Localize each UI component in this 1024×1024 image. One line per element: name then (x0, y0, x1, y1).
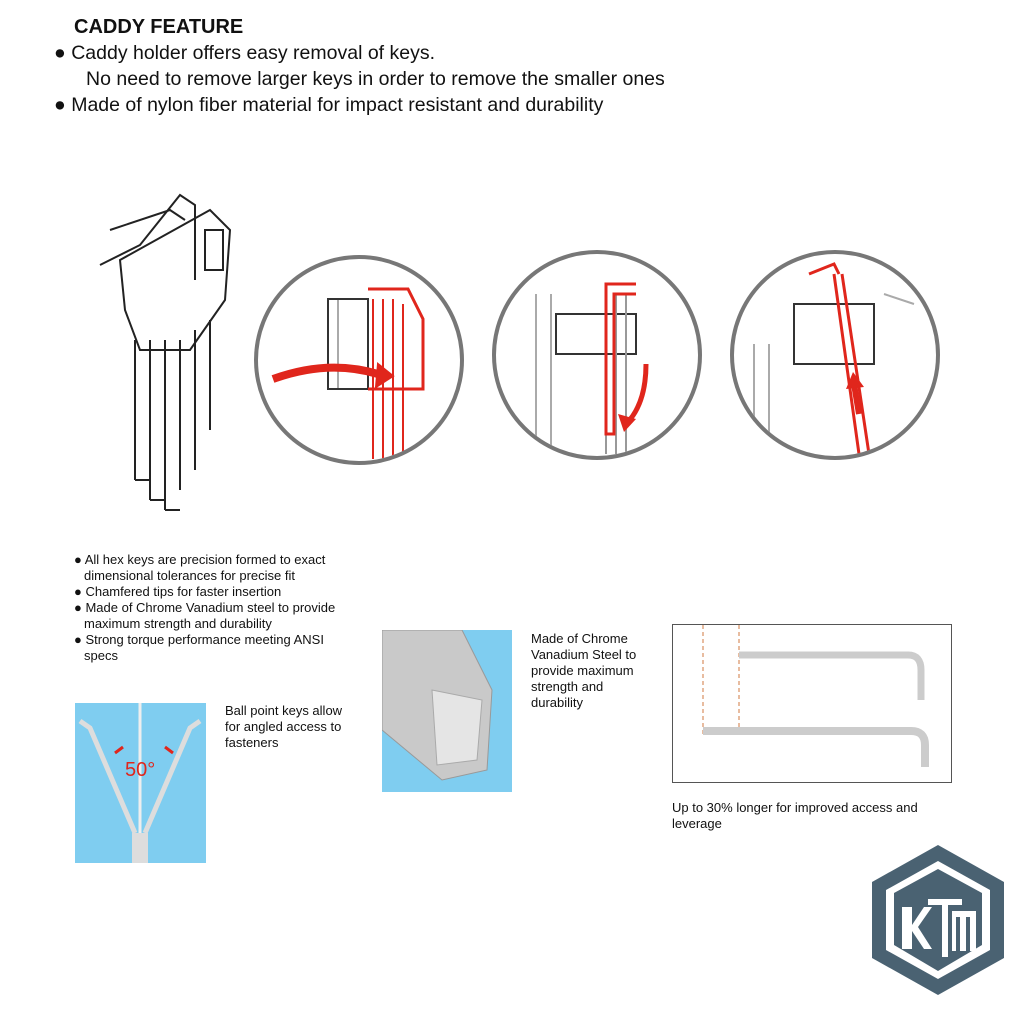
ktm-logo (872, 845, 1004, 995)
hex-key-set-illustration (80, 190, 250, 520)
caddy-bullet-1: ● Caddy holder offers easy removal of keys. (54, 42, 436, 64)
features-list (74, 552, 374, 664)
angle-label: 50° (125, 759, 156, 781)
feature-line: dimensional tolerances for precise fit (84, 568, 295, 583)
caddy-bullet-1-cont: No need to remove larger keys in order to remove the smaller ones (86, 68, 665, 90)
ball-point-image (75, 703, 206, 863)
caddy-step-3-illustration (730, 250, 940, 460)
caddy-step-2-illustration (492, 250, 702, 460)
caddy-title: CADDY FEATURE (74, 16, 244, 38)
caddy-bullet-2: ● Made of nylon fiber material for impact resistant and durability (54, 94, 604, 116)
feature-line: specs (84, 648, 118, 663)
caddy-step-1-illustration (254, 255, 464, 465)
feature-line: ● All hex keys are precision formed to exact (74, 552, 326, 567)
feature-line: ● Made of Chrome Vanadium steel to provide (74, 600, 336, 615)
length-caption: Up to 30% longer for improved access and leverage (672, 800, 918, 831)
feature-line: ● Strong torque performance meeting ANSI (74, 632, 324, 647)
ball-point-caption: Ball point keys allow for angled access to fasteners (225, 703, 343, 750)
chrome-steel-image (382, 630, 512, 792)
feature-line: ● Chamfered tips for faster insertion (74, 584, 282, 599)
chrome-steel-caption: Made of Chrome Vanadium Steel to provide maximum strength and durability (531, 631, 637, 710)
feature-line: maximum strength and durability (84, 616, 272, 631)
length-comparison-image (672, 624, 952, 783)
